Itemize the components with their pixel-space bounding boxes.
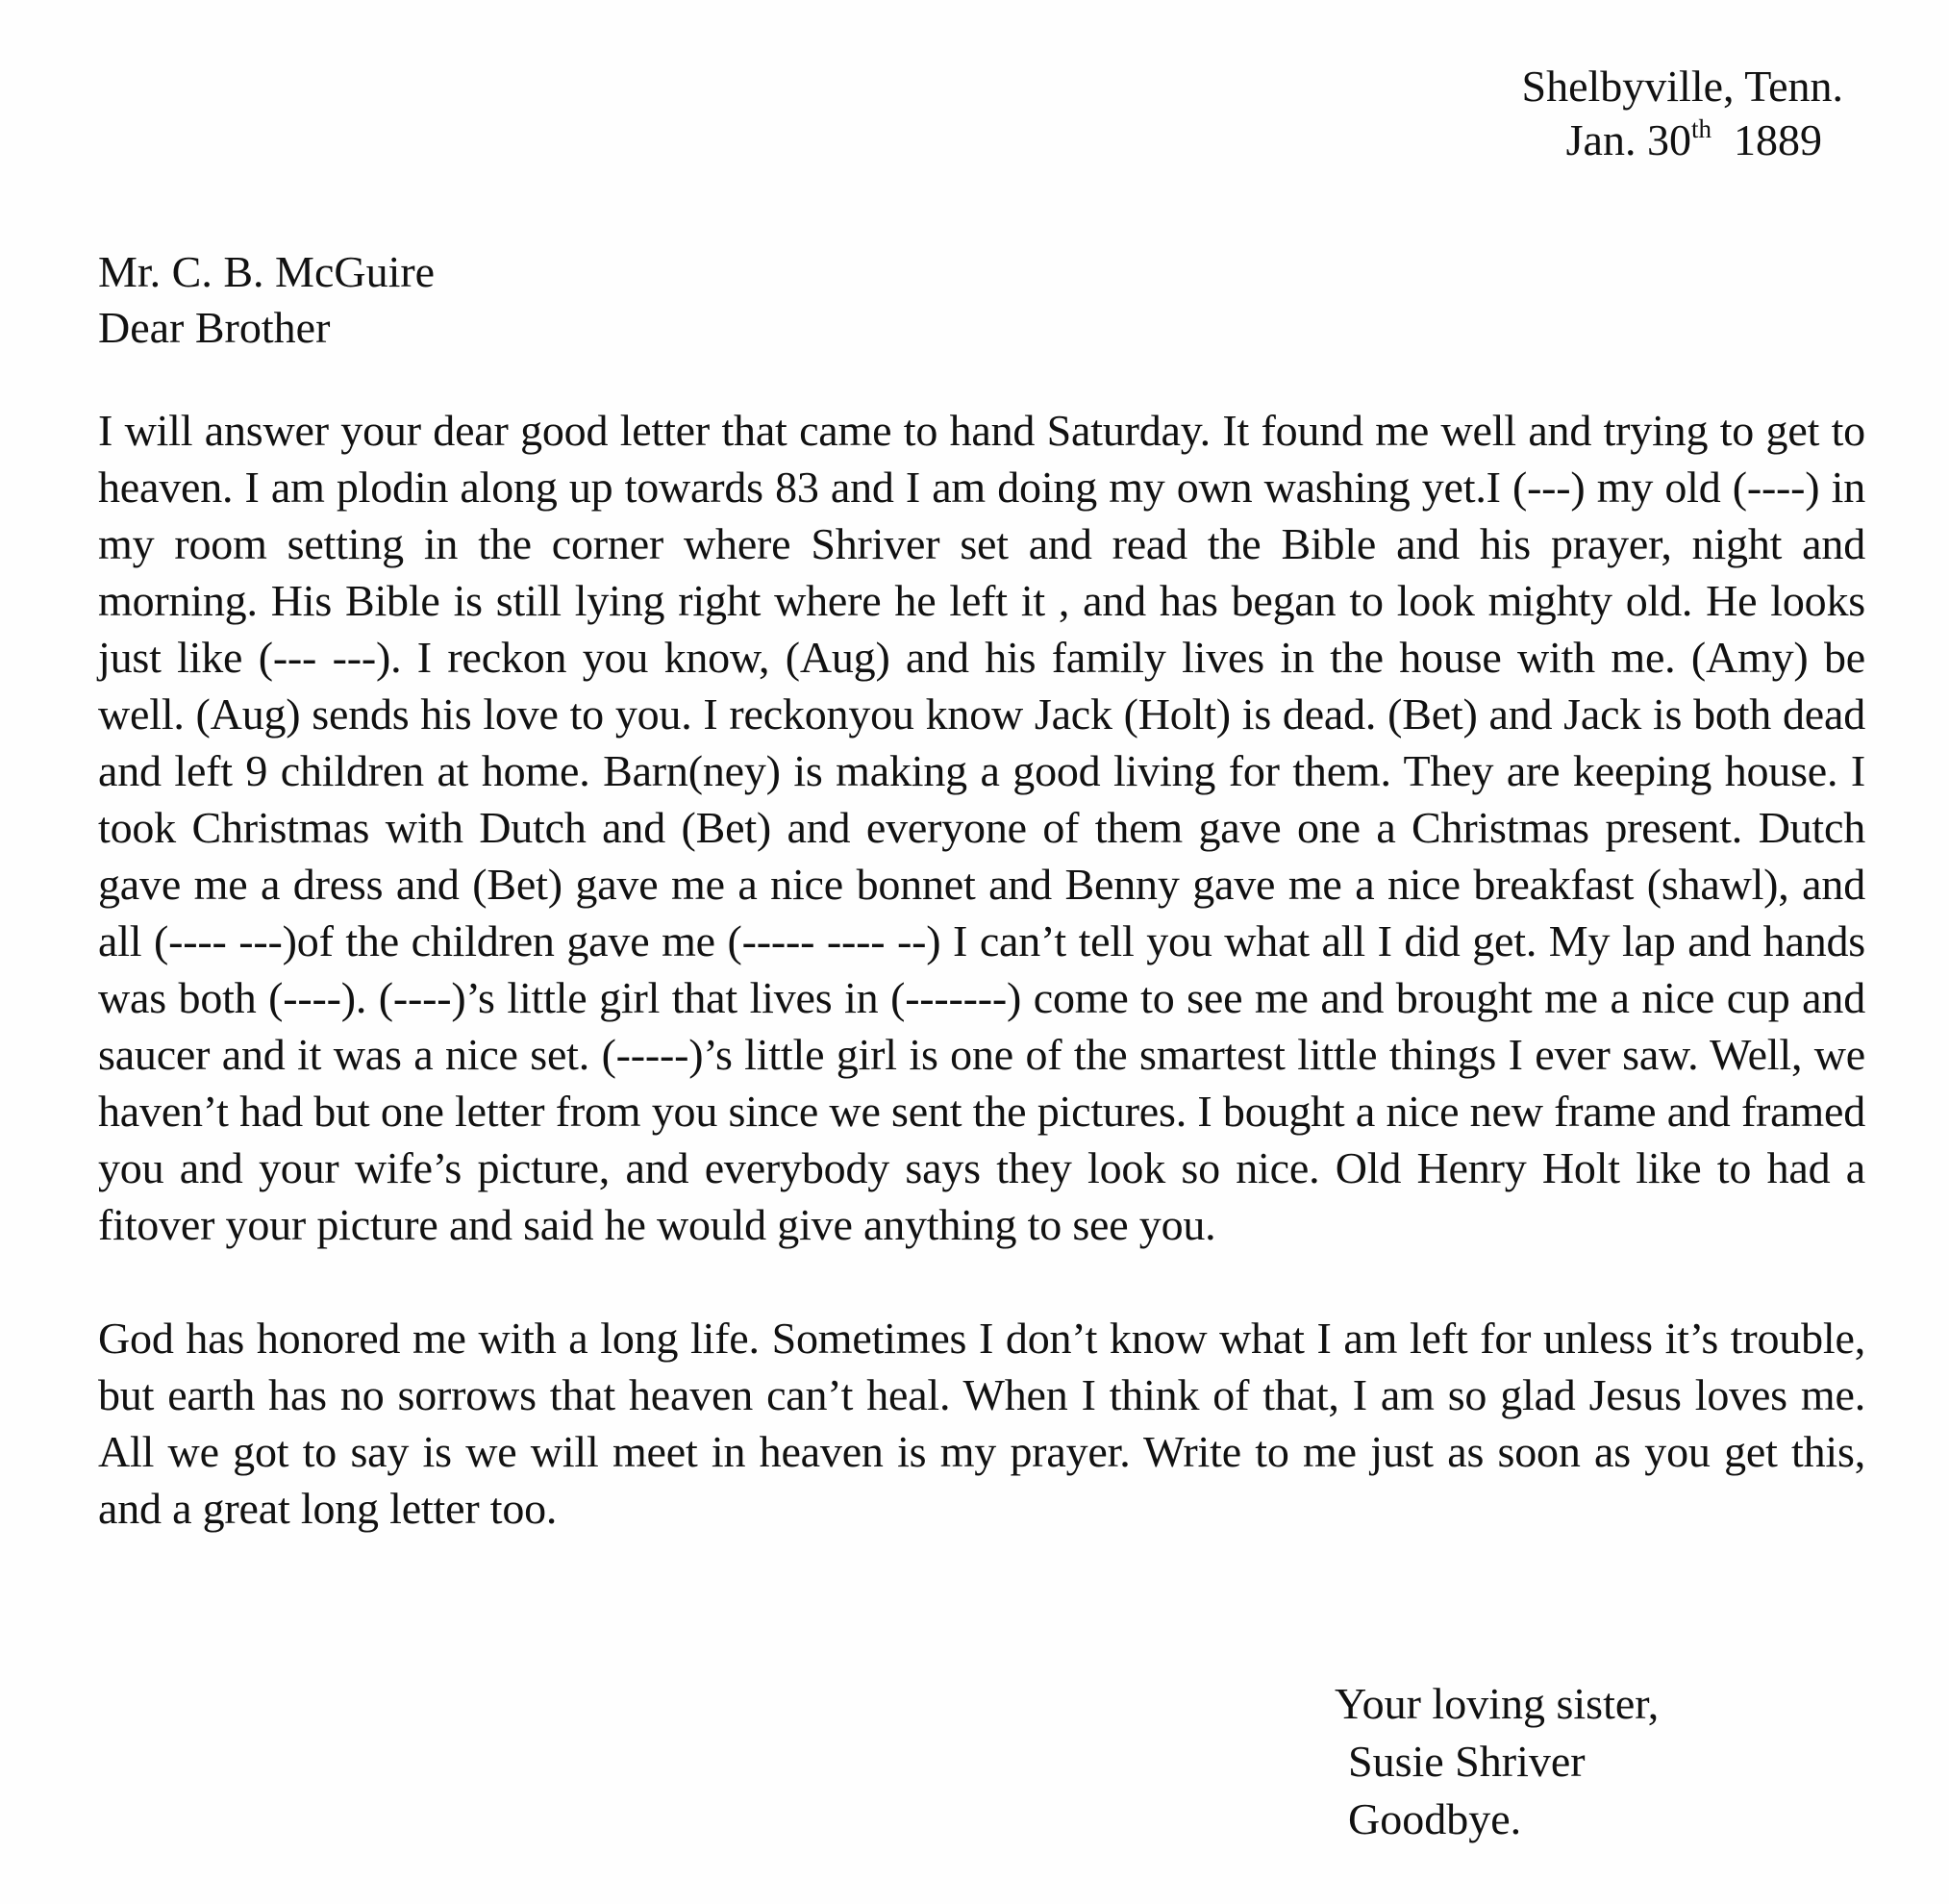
- letter-date-day: Jan. 30: [1565, 115, 1691, 164]
- letter-farewell: Goodbye.: [1348, 1794, 1522, 1843]
- letter-signature: Susie Shriver: [1348, 1737, 1586, 1786]
- letter-addressee: [98, 244, 435, 356]
- letter-place: Shelbyville, Tenn.: [1521, 62, 1843, 111]
- letter-salutation: Dear Brother: [98, 303, 331, 352]
- letter-date: [1521, 113, 1843, 167]
- letter-closing-block: [1335, 1675, 1659, 1848]
- letter-paragraph: God has honored me with a long life. Sometimes I don’t know what I am left for unless it’s trouble, but earth has no sorrows that heaven can’t heal. When I think of that, I am so glad Jesus loves me. All we got to say is we will meet in heaven is my prayer. Write to me just as soon as you get this, and a great long letter too.: [98, 1314, 1865, 1533]
- letter-closing: Your loving sister,: [1335, 1679, 1660, 1728]
- letter-body: [98, 402, 1865, 1537]
- letter-date-year: 1889: [1734, 115, 1822, 164]
- letter-paragraph: I will answer your dear good letter that came to hand Saturday. It found me well and trying to get to heaven. I am plodin along up towards 83 and I am doing my own washing yet.I (---) my old (----) in my room setting in the corner where Shriver set and read the Bible and his prayer, night and morning. His Bible is still lying right where he left it , and has began to look mighty old. He looks just like (--- ---). I reckon you know, (Aug) and his family lives in the house with me. (Amy) be well. (Aug) sends his love to you. I reckonyou know Jack (Holt) is dead. (Bet) and Jack is both dead and left 9 children at home. Barn(ney) is making a good living for them. They are keeping house. I took Christmas with Dutch and (Bet) and everyone of them gave one a Christmas present. Dutch gave me a dress and (Bet) gave me a nice bonnet and Benny gave me a nice breakfast (shawl), and all (---- ---)of the children gave me (----- ---- --) I can’t tell you what all I did get. My lap and hands was both (----). (----)’s little girl that lives in (-------) come to see me and brought me a nice cup and saucer and it was a nice set. (-----)’s little girl is one of the smartest little things I ever saw. Well, we haven’t had but one letter from you since we sent the pictures. I bought a nice new frame and framed you and your wife’s picture, and everybody says they look so nice. Old Henry Holt like to had a fitover your picture and said he would give anything to see you.: [98, 406, 1865, 1249]
- letter-recipient: Mr. C. B. McGuire: [98, 247, 436, 296]
- letter-heading: [1521, 60, 1843, 167]
- letter-date-ordinal: th: [1690, 114, 1712, 143]
